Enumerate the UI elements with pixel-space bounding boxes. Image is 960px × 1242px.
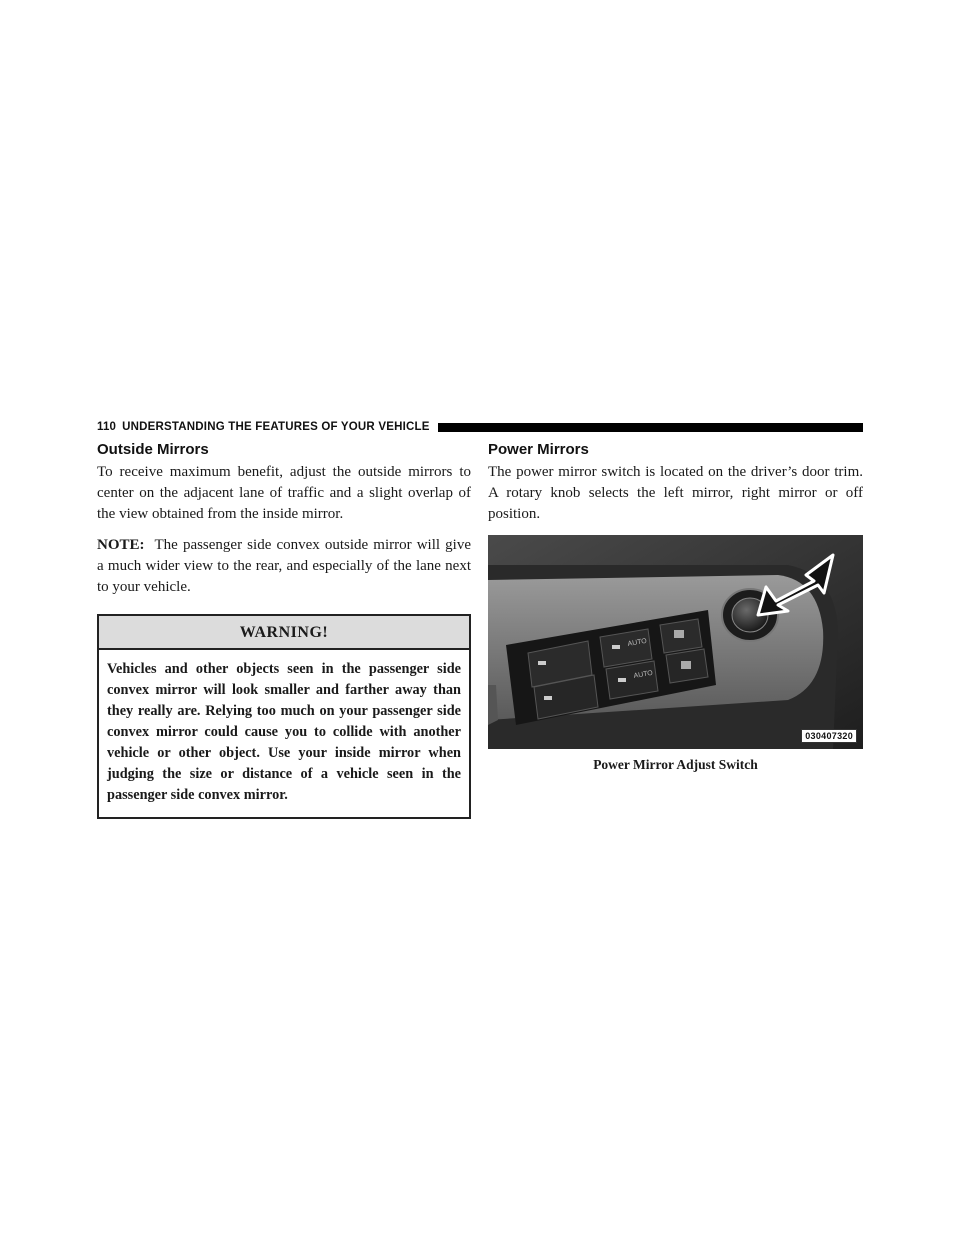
note-text: The passenger side convex outside mirror will give a much wider view to the rear, and especially of the lane next to your vehicle. [97, 537, 471, 595]
warning-box [97, 614, 471, 819]
power-mirrors-heading: Power Mirrors [488, 441, 589, 458]
page-header [97, 419, 863, 435]
power-mirror-switch-photo [488, 535, 863, 749]
note-label: NOTE: [97, 537, 145, 553]
header-rule [438, 423, 863, 432]
figure-caption: Power Mirror Adjust Switch [593, 757, 758, 772]
page-number: 110 [97, 421, 117, 433]
auto-label-lower: AUTO [633, 669, 654, 680]
left-column [97, 441, 471, 819]
warning-title: WARNING! [99, 616, 469, 650]
note-paragraph [97, 535, 471, 598]
power-mirrors-paragraph: The power mirror switch is located on the driver’s door trim. A rotary knob selects the left mirror, right mirror or off position. [488, 464, 863, 522]
section-title: UNDERSTANDING THE FEATURES OF YOUR VEHICLE [122, 421, 430, 433]
warning-text: Vehicles and other objects seen in the passenger side convex mirror will look smaller and farther away than they really are. Relying too much on your passenger side convex mirror could cause you to collide with another vehicle or other object. Use your inside mirror when judging the size or distance of a vehicle seen in the passenger side convex mirror. [107, 661, 461, 803]
door-trim-illustration [488, 535, 863, 749]
auto-label-upper: AUTO [627, 637, 648, 648]
right-column [488, 441, 863, 773]
figure-code: 030407320 [801, 729, 857, 743]
outside-mirrors-heading: Outside Mirrors [97, 441, 209, 458]
outside-mirrors-paragraph: To receive maximum benefit, adjust the outside mirrors to center on the adjacent lane of traffic and a slight overlap of the view obtained from the inside mirror. [97, 464, 471, 522]
